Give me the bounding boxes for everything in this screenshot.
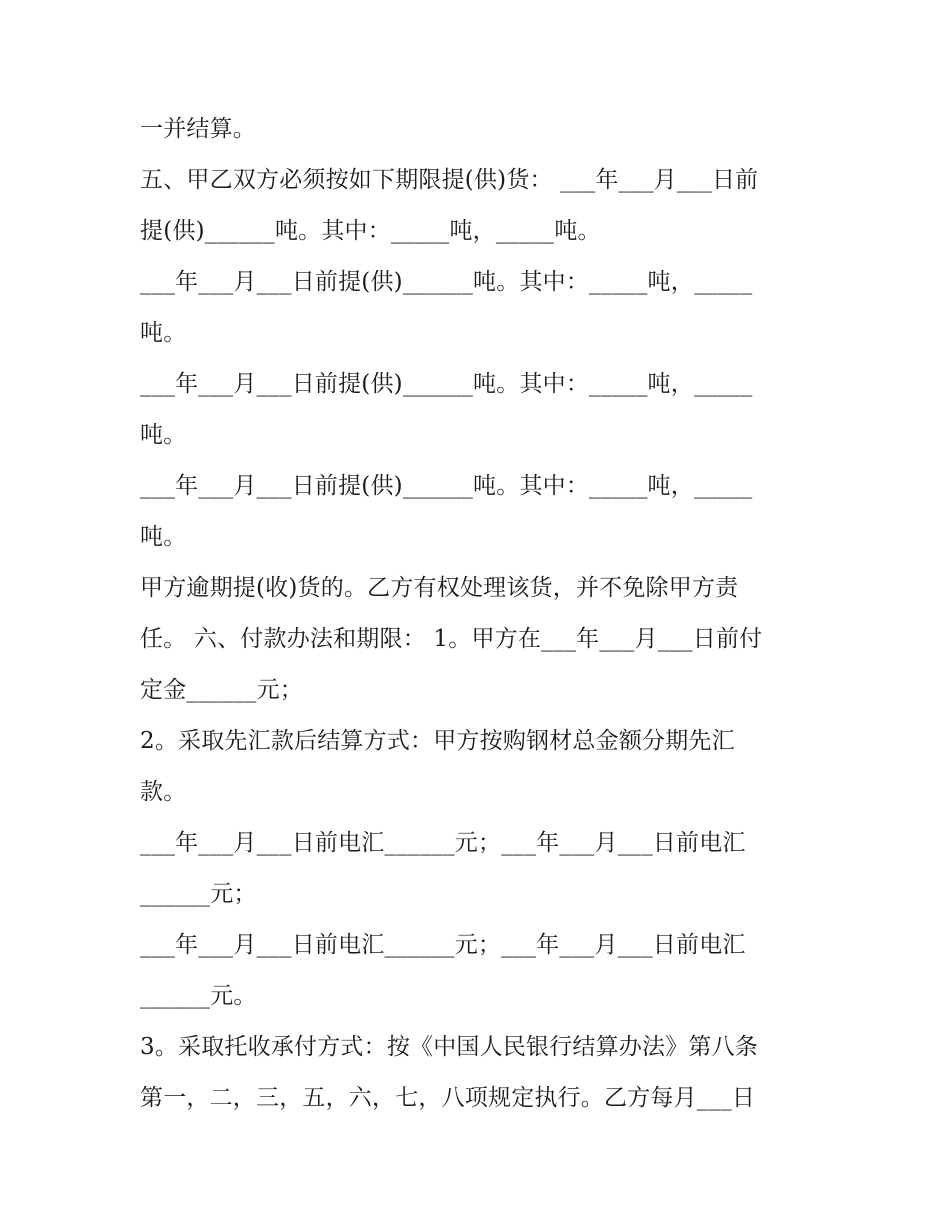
text-line: 五、甲乙双方必须按如下期限提(供)货： ___年___月___日前 bbox=[140, 167, 759, 193]
text-line: ___年___月___日前提(供)______吨。其中：_____吨，_____ bbox=[140, 473, 753, 499]
text-line: ___年___月___日前提(供)______吨。其中：_____吨，_____ bbox=[140, 269, 753, 295]
text-line: 3。采取托收承付方式：按《中国人民银行结算办法》第八条 bbox=[140, 1034, 759, 1060]
text-line: ___年___月___日前电汇______元；___年___月___日前电汇 bbox=[140, 830, 746, 856]
text-line: ______元； bbox=[140, 881, 257, 907]
text-line: 甲方逾期提(收)货的。乙方有权处理该货，并不免除甲方责 bbox=[140, 575, 739, 601]
text-line: ______元。 bbox=[140, 983, 257, 1009]
text-line: 定金______元； bbox=[140, 677, 303, 703]
text-line: 第一，二，三，五，六，七，八项规定执行。乙方每月___日 bbox=[140, 1085, 756, 1111]
text-line: 2。采取先汇款后结算方式：甲方按购钢材总金额分期先汇 bbox=[140, 728, 735, 754]
text-line: 款。 bbox=[140, 779, 187, 805]
text-line: 一并结算。 bbox=[140, 116, 256, 142]
text-line: 吨。 bbox=[140, 320, 187, 346]
text-line: 吨。 bbox=[140, 524, 187, 550]
text-line: 任。 六、付款办法和期限： 1。甲方在___年___月___日前付 bbox=[140, 626, 763, 652]
text-line: ___年___月___日前电汇______元；___年___月___日前电汇 bbox=[140, 932, 746, 958]
text-line: 吨。 bbox=[140, 422, 187, 448]
document-body bbox=[140, 104, 810, 1124]
text-line: ___年___月___日前提(供)______吨。其中：_____吨，_____ bbox=[140, 371, 753, 397]
text-line: 提(供)______吨。其中：_____吨，_____吨。 bbox=[140, 218, 601, 244]
